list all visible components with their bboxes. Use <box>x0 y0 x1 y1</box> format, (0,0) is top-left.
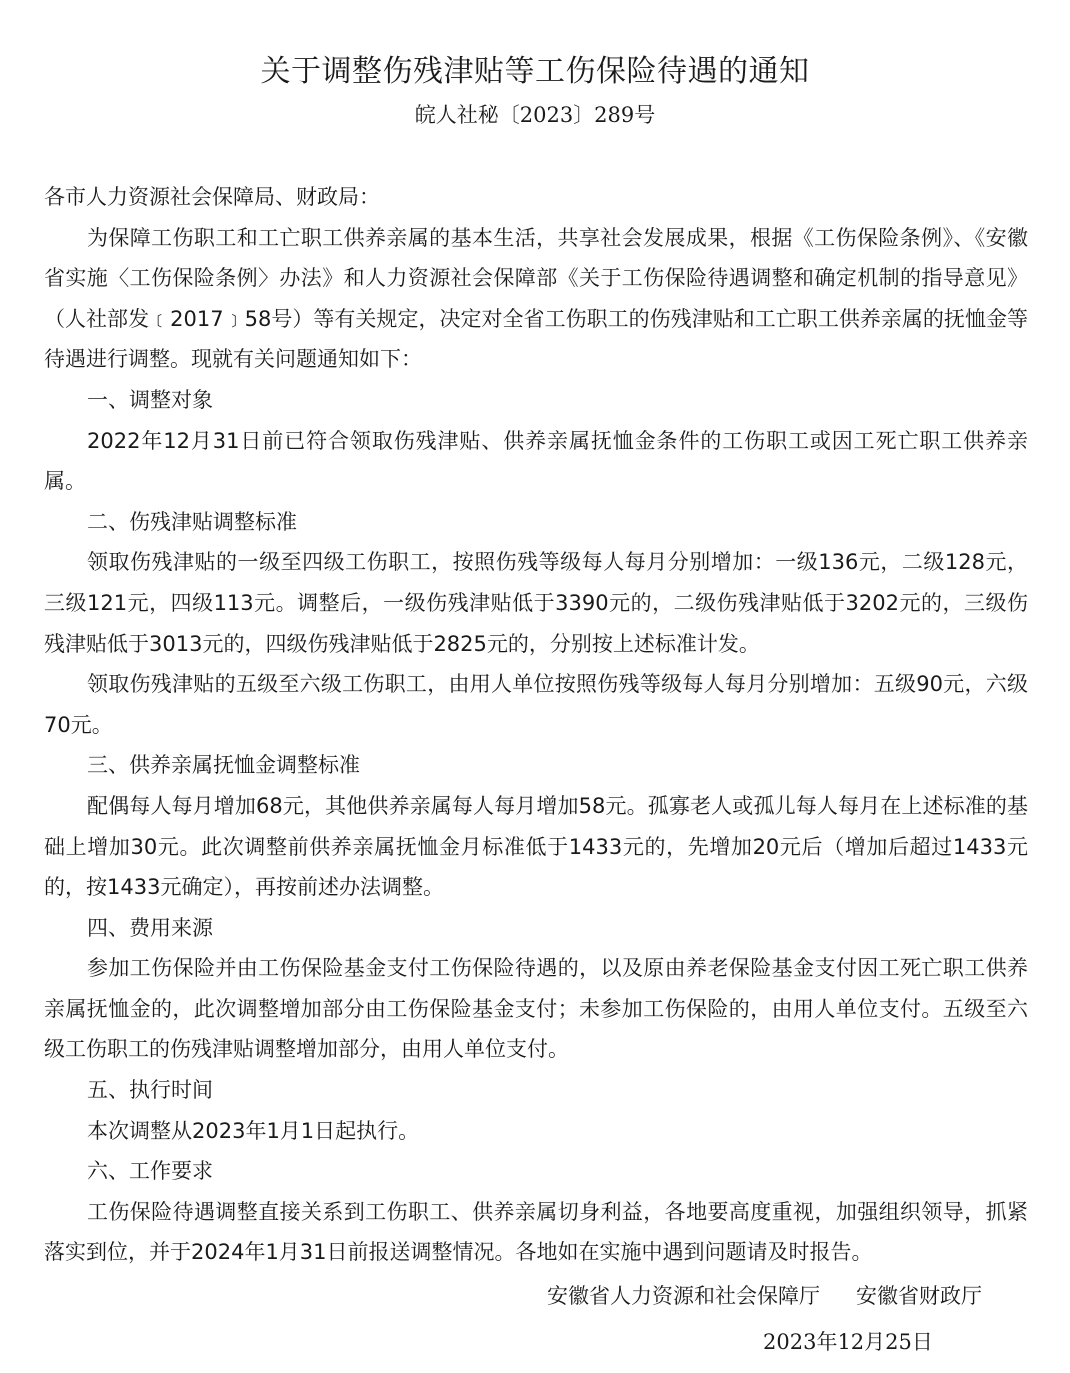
intro-paragraph: 为保障工伤职工和工亡职工供养亲属的基本生活，共享社会发展成果，根据《工伤保险条例》、《安徽省实施〈工伤保险条例〉办法》和人力资源社会保障部《关于工伤保险待遇调整和确定机制的指导意见》（人社部发﹝2017﹞58号）等有关规定，决定对全省工伤职工的伤残津贴和工亡职工供养亲属的抚恤金等待遇进行调整。现就有关问题通知如下： <box>44 225 1028 372</box>
section-4-paragraph-1: 参加工伤保险并由工伤保险基金支付工伤保险待遇的，以及原由养老保险基金支付因工死亡职工供养亲属抚恤金的，此次调整增加部分由工伤保险基金支付；未参加工伤保险的，由用人单位支付。五级至六级工伤职工的伤残津贴调整增加部分，由用人单位支付。 <box>44 956 1028 1062</box>
section-6-paragraph-1: 工伤保险待遇调整直接关系到工伤职工、供养亲属切身利益，各地要高度重视，加强组织领导，抓紧落实到位，并于2024年1月31日前报送调整情况。各地如在实施中遇到问题请及时报告。 <box>44 1199 1028 1265</box>
section-heading-2: 二、伤残津贴调整标准 <box>87 509 297 534</box>
issuer-hrss-department: 安徽省人力资源和社会保障厅 <box>547 1284 820 1308</box>
section-2-paragraph-2: 领取伤残津贴的五级至六级工伤职工，由用人单位按照伤残等级每人每月分别增加：五级90元，六级70元。 <box>44 672 1028 737</box>
section-heading-5: 五、执行时间 <box>87 1078 213 1103</box>
section-1-paragraph-1: 2022年12月31日前已符合领取伤残津贴、供养亲属抚恤金条件的工伤职工或因工死亡职工供养亲属。 <box>44 428 1028 494</box>
salutation: 各市人力资源社会保障局、财政局： <box>44 185 380 209</box>
section-2-paragraph-1: 领取伤残津贴的一级至四级工伤职工，按照伤残等级每人每月分别增加：一级136元，二级128元，三级121元，四级113元。调整后，一级伤残津贴低于3390元的，二级伤残津贴低于3202元的，三级伤残津贴低于3013元的，四级伤残津贴低于2825元的，分别按上述标准计发。 <box>44 550 1028 656</box>
section-heading-6: 六、工作要求 <box>87 1159 213 1184</box>
section-heading-3: 三、供养亲属抚恤金调整标准 <box>87 753 360 778</box>
document-body <box>44 177 1028 1273</box>
section-heading-1: 一、调整对象 <box>87 387 213 412</box>
issuer-finance-department: 安徽省财政厅 <box>856 1284 982 1308</box>
issue-date: 2023年12月25日 <box>763 1330 933 1354</box>
document-number: 皖人社秘〔2023〕289号 <box>414 103 656 127</box>
document-title: 关于调整伤残津贴等工伤保险待遇的通知 <box>260 54 810 89</box>
section-3-paragraph-1: 配偶每人每月增加68元，其他供养亲属每人每月增加58元。孤寡老人或孤儿每人每月在上述标准的基础上增加30元。此次调整前供养亲属抚恤金月标准低于1433元的，先增加20元后（增加后超过1433元的，按1433元确定），再按前述办法调整。 <box>44 793 1028 900</box>
section-heading-4: 四、费用来源 <box>87 915 213 940</box>
section-5-paragraph-1: 本次调整从2023年1月1日起执行。 <box>87 1118 420 1143</box>
